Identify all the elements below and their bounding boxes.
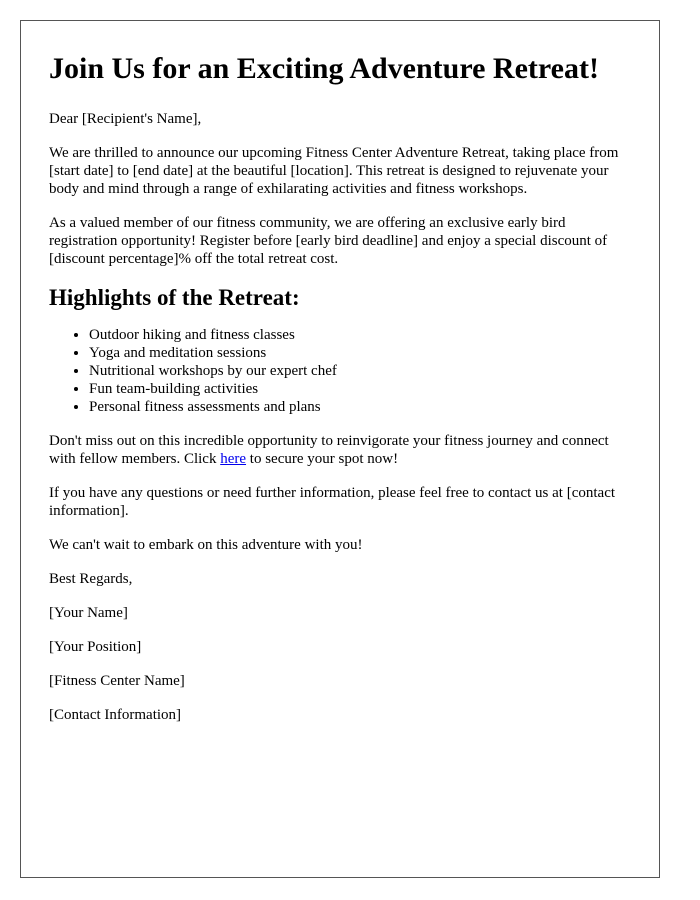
sender-name: [Your Name] <box>49 605 128 621</box>
highlight-item: • Fun team-building activities <box>89 380 631 398</box>
intro-paragraph: We are thrilled to announce our upcoming Fitness Center Adventure Retreat, taking place from [start date] to [end date] at the beautiful [location]. This retreat is designed to rejuvenate your body and mind through a range of exhilarating activities and fitness workshops. <box>49 145 619 197</box>
cta-text-before: Don't miss out on this incredible opportunity to reinvigorate your fitness journey and connect with fellow members. Click <box>49 433 609 467</box>
highlight-item: • Outdoor hiking and fitness classes <box>89 326 631 344</box>
register-link[interactable]: here <box>220 451 247 467</box>
highlights-heading: Highlights of the Retreat: <box>49 285 300 310</box>
questions-paragraph: If you have any questions or need further information, please feel free to contact us at [contact information]. <box>49 485 616 519</box>
contact-info: [Contact Information] <box>49 707 182 723</box>
early-bird-paragraph: As a valued member of our fitness community, we are offering an exclusive early bird registration opportunity! Register before [early bird deadline] and enjoy a special discount of [discount percentage]% off the total retreat cost. <box>49 215 608 267</box>
highlight-item: • Personal fitness assessments and plans <box>89 398 631 416</box>
center-name: [Fitness Center Name] <box>49 673 185 689</box>
sign-off: Best Regards, <box>49 571 133 587</box>
letter-container <box>20 20 660 878</box>
letter-title: Join Us for an Exciting Adventure Retreat! <box>49 52 599 85</box>
cta-paragraph <box>49 432 631 468</box>
cta-text-after: to secure your spot now! <box>246 451 399 467</box>
highlight-item: • Yoga and meditation sessions <box>89 344 631 362</box>
greeting: Dear [Recipient's Name], <box>49 111 202 127</box>
highlight-item: • Nutritional workshops by our expert chef <box>89 362 631 380</box>
sender-position: [Your Position] <box>49 639 142 655</box>
closing-line: We can't wait to embark on this adventure with you! <box>49 537 363 553</box>
highlights-list <box>49 326 631 416</box>
